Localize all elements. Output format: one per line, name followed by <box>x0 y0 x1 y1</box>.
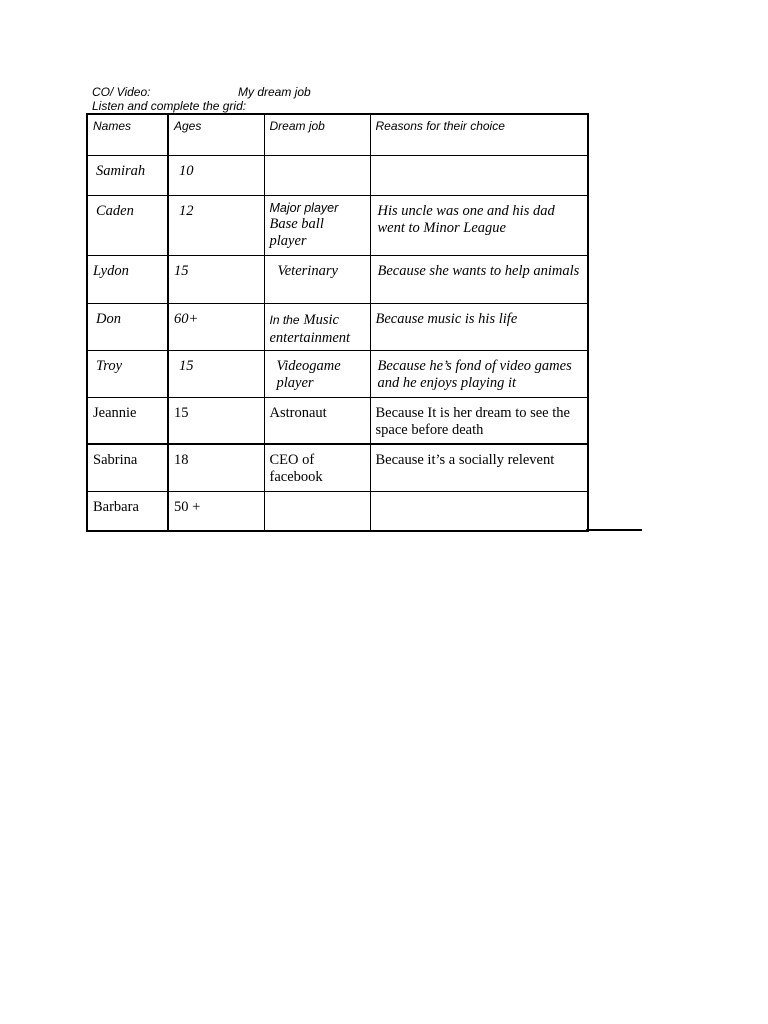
cell-name: Don <box>87 303 168 350</box>
cell-name: Samirah <box>87 155 168 195</box>
cell-name: Caden <box>87 195 168 255</box>
table-row <box>87 303 588 350</box>
cell-reason[interactable]: Because It is her dream to see the space before death <box>370 397 588 444</box>
cell-reason[interactable]: Because it’s a socially relevent <box>370 444 588 491</box>
column-header-dream-job: Dream job <box>264 114 370 155</box>
cell-dream-job[interactable] <box>264 303 370 350</box>
cell-name: Sabrina <box>87 444 168 491</box>
table-row <box>87 155 588 195</box>
column-header-names: Names <box>87 114 168 155</box>
cell-reason[interactable]: His uncle was one and his dad went to Minor League <box>370 195 588 255</box>
cell-dream-job[interactable]: CEO of facebook <box>264 444 370 491</box>
cell-reason[interactable]: Because music is his life <box>370 303 588 350</box>
cell-name: Lydon <box>87 255 168 303</box>
dream-job-text: Music entertainment <box>269 311 351 346</box>
dream-job-prefix: Major player <box>269 200 339 215</box>
cell-age: 50 + <box>168 491 264 531</box>
dream-job-prefix: In the <box>269 312 300 327</box>
table-row <box>87 491 588 531</box>
cell-age: 12 <box>168 195 264 255</box>
dream-job-grid <box>86 113 589 532</box>
header-row <box>87 114 588 155</box>
cell-dream-job[interactable]: Astronaut <box>264 397 370 444</box>
cell-age: 60+ <box>168 303 264 350</box>
cell-age: 15 <box>168 397 264 444</box>
column-header-ages: Ages <box>168 114 264 155</box>
table-row <box>87 195 588 255</box>
cell-reason[interactable]: Because she wants to help animals <box>370 255 588 303</box>
cell-reason[interactable]: Because he’s fond of video games and he enjoys playing it <box>370 350 588 397</box>
cell-name: Jeannie <box>87 397 168 444</box>
instruction-text: Listen and complete the grid: <box>92 99 247 113</box>
cell-dream-job[interactable] <box>264 195 370 255</box>
cell-reason[interactable] <box>370 491 588 531</box>
table-row <box>87 350 588 397</box>
column-header-reasons: Reasons for their choice <box>370 114 588 155</box>
dream-job-text: Base ball player <box>269 215 324 249</box>
cell-name: Troy <box>87 350 168 397</box>
table-row <box>87 397 588 444</box>
cell-dream-job[interactable] <box>264 155 370 195</box>
cell-dream-job[interactable]: Veterinary <box>264 255 370 303</box>
table-bottom-rule-extension <box>586 529 642 531</box>
cell-age: 18 <box>168 444 264 491</box>
table-row <box>87 255 588 303</box>
cell-name: Barbara <box>87 491 168 531</box>
cell-age: 15 <box>168 255 264 303</box>
cell-dream-job[interactable] <box>264 491 370 531</box>
cell-age: 10 <box>168 155 264 195</box>
cell-dream-job[interactable]: Videogame player <box>264 350 370 397</box>
cell-age: 15 <box>168 350 264 397</box>
cell-reason[interactable] <box>370 155 588 195</box>
worksheet-title: My dream job <box>238 85 311 99</box>
co-video-label: CO/ Video: <box>92 85 151 99</box>
table-row <box>87 444 588 491</box>
